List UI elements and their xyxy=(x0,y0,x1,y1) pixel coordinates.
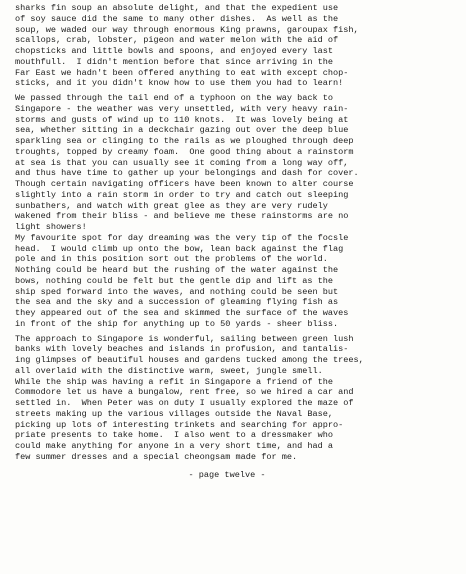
text-line: Though certain navigating officers have been known to alter course xyxy=(15,179,354,189)
text-line: all overlaid with the distinctive warm, sweet, jungle smell. xyxy=(15,365,323,376)
text-line: of soy sauce did the same to many other dishes. As well as the xyxy=(15,13,339,24)
text-line: scallops, crab, lobster, pigeon and water melon with the aid of xyxy=(15,35,339,46)
text-line: Singapore - the weather was very unsettled, with very heavy rain- xyxy=(15,103,349,114)
text-line: head. I would climb up onto the bow, lean back against the flag xyxy=(15,243,344,254)
text-line: priate presents to take home. I also went to a dressmaker who xyxy=(15,430,333,441)
text-line: sparkling sea or clinging to the rails as we ploughed through deep xyxy=(15,136,354,146)
text-line: mouthfull. I didn't mention before that since arriving in the xyxy=(15,56,333,67)
text-line: sea, whether sitting in a deckchair gazing out over the deep blue xyxy=(15,125,349,136)
text-line: Nothing could be heard but the rushing of the water against the xyxy=(15,265,339,275)
text-line: ship sped forward into the waves, and nothing could be seen but xyxy=(15,286,339,297)
paragraph-typhoon xyxy=(15,93,457,233)
text-line: sticks, and it you didn't know how to use them you had to learn! xyxy=(15,78,344,89)
text-line: pole and in this position sort out the problems of the world. xyxy=(15,254,328,265)
text-line: they appeared out of the sea and skimmed the surface of the waves xyxy=(15,308,349,318)
text-line: We passed through the tail end of a typhoon on the way back to xyxy=(15,93,333,103)
text-line: Commodore let us have a bungalow, rent free, so we hired a car and xyxy=(15,387,354,398)
page-number-footer: - page twelve - xyxy=(188,469,266,480)
text-line: light showers! xyxy=(15,222,87,232)
text-line: picking up lots of interesting trinkets and searching for appro- xyxy=(15,419,344,430)
paragraph-daydreaming xyxy=(15,233,457,330)
text-line: few summer dresses and a special cheongsam made for me. xyxy=(15,451,298,462)
text-line: slightly into a rain storm in order to try and catch out sleeping xyxy=(15,189,349,200)
text-line: My favourite spot for day dreaming was the very tip of the focsle xyxy=(15,232,349,243)
text-line: wakened from their bliss - and believe me these rainstorms are no xyxy=(15,211,349,222)
text-line: sharks fin soup an absolute delight, and that the expedient use xyxy=(15,3,339,13)
text-line: chopsticks and little bowls and spoons, and enjoyed every last xyxy=(15,46,333,56)
text-line: soup, we waded our way through enormous King prawns, garoupax fish, xyxy=(15,24,359,35)
paragraph-refit xyxy=(15,377,457,463)
text-line: in front of the ship for anything up to 50 yards - sheer bliss. xyxy=(15,318,339,329)
text-line: The approach to Singapore is wonderful, sailing between green lush xyxy=(15,333,354,344)
text-line: the sea and the sky and a succession of gleaming flying fish as xyxy=(15,297,339,308)
text-line: bows, nothing could be felt but the gentle dip and lift as the xyxy=(15,275,333,286)
paragraph-approach xyxy=(15,334,457,377)
text-line: banks with lovely beaches and islands in profusion, and tantalis- xyxy=(15,344,349,355)
text-line: settled in. When Peter was on duty I usually explored the maze of xyxy=(15,398,354,408)
text-line: ing glimpses of beautiful houses and gardens tucked among the trees, xyxy=(15,355,364,365)
paragraph-banquet xyxy=(15,3,457,89)
text-line: streets making up the various villages outside the Naval Base, xyxy=(15,408,333,419)
text-line: While the ship was having a refit in Singapore a friend of the xyxy=(15,376,333,387)
text-line: could make anything for anyone in a very short time, and had a xyxy=(15,441,333,451)
text-line: sunbathers, and watch with great glee as they are very rudely xyxy=(15,200,328,211)
text-line: Far East we hadn't been offered anything to eat with except chop- xyxy=(15,67,349,78)
text-line: at sea is that you can usually see it coming from a long way off, xyxy=(15,157,349,168)
text-line: storms and gusts of wind up to 110 knots. It was lovely being at xyxy=(15,114,349,125)
text-line: troughts, topped by creamy foam. One good thing about a rainstorm xyxy=(15,146,354,157)
text-line: and thus have time to gather up your belongings and dash for cover. xyxy=(15,168,359,179)
